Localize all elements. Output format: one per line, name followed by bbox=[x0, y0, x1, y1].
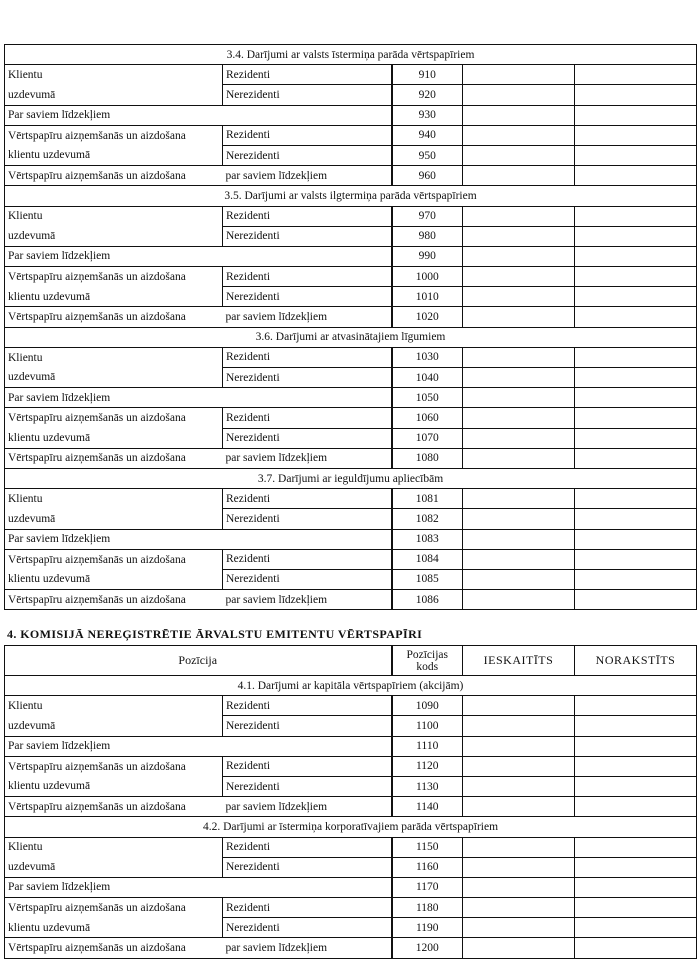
securities-table-section-4 bbox=[4, 645, 697, 959]
row-sublabel: Rezidenti bbox=[223, 489, 392, 509]
credited-value-cell[interactable] bbox=[463, 206, 575, 226]
securities-table-body bbox=[5, 45, 697, 610]
credited-value-cell[interactable] bbox=[463, 428, 575, 448]
row-label: Vērtspapīru aizņemšanās un aizdošana bbox=[5, 125, 223, 145]
row-lending-own-funds bbox=[5, 938, 697, 958]
row-label: Par saviem līdzekļiem bbox=[5, 529, 392, 549]
debited-value-cell[interactable] bbox=[575, 206, 697, 226]
debited-value-cell[interactable] bbox=[575, 267, 697, 287]
section-title: 3.6. Darījumi ar atvasinātajiem līgumiem bbox=[5, 327, 697, 347]
row-label: Klientu bbox=[5, 206, 223, 226]
row-lending-residents bbox=[5, 125, 697, 145]
row-own-funds bbox=[5, 246, 697, 266]
debited-value-cell[interactable] bbox=[575, 368, 697, 388]
row-own-funds bbox=[5, 388, 697, 408]
row-label: klientu uzdevumā bbox=[5, 569, 223, 589]
position-code: 1060 bbox=[392, 408, 463, 428]
credited-value-cell[interactable] bbox=[463, 388, 575, 408]
credited-value-cell[interactable] bbox=[463, 85, 575, 105]
position-code: 940 bbox=[392, 125, 463, 145]
row-label: Vērtspapīru aizņemšanās un aizdošana bbox=[5, 448, 223, 468]
credited-value-cell[interactable] bbox=[463, 105, 575, 125]
position-code: 1130 bbox=[392, 776, 463, 796]
section-title-row bbox=[5, 186, 697, 206]
debited-value-cell[interactable] bbox=[575, 716, 697, 736]
row-sublabel: par saviem līdzekļiem bbox=[223, 938, 392, 958]
row-sublabel: Nerezidenti bbox=[223, 85, 392, 105]
position-code: 1086 bbox=[392, 590, 463, 610]
debited-value-cell[interactable] bbox=[575, 549, 697, 569]
row-sublabel: par saviem līdzekļiem bbox=[223, 166, 392, 186]
row-sublabel: par saviem līdzekļiem bbox=[223, 797, 392, 817]
credited-value-cell[interactable] bbox=[463, 448, 575, 468]
debited-value-cell[interactable] bbox=[575, 938, 697, 958]
row-clients-residents bbox=[5, 489, 697, 509]
position-code: 1200 bbox=[392, 938, 463, 958]
row-clients-nonresidents bbox=[5, 226, 697, 246]
row-lending-own-funds bbox=[5, 590, 697, 610]
row-sublabel: par saviem līdzekļiem bbox=[223, 590, 392, 610]
credited-value-cell[interactable] bbox=[463, 145, 575, 165]
debited-value-cell[interactable] bbox=[575, 125, 697, 145]
row-own-funds bbox=[5, 105, 697, 125]
credited-value-cell[interactable] bbox=[463, 549, 575, 569]
row-label: klientu uzdevumā bbox=[5, 145, 223, 165]
position-code: 970 bbox=[392, 206, 463, 226]
debited-value-cell[interactable] bbox=[575, 166, 697, 186]
row-lending-nonresidents bbox=[5, 287, 697, 307]
row-label: Vērtspapīru aizņemšanās un aizdošana bbox=[5, 267, 223, 287]
row-sublabel: Nerezidenti bbox=[223, 776, 392, 796]
section-title-row bbox=[5, 45, 697, 65]
row-label: uzdevumā bbox=[5, 226, 223, 246]
position-code: 980 bbox=[392, 226, 463, 246]
credited-value-cell[interactable] bbox=[463, 857, 575, 877]
debited-value-cell[interactable] bbox=[575, 428, 697, 448]
row-lending-nonresidents bbox=[5, 145, 697, 165]
position-code: 1081 bbox=[392, 489, 463, 509]
credited-value-cell[interactable] bbox=[463, 166, 575, 186]
row-own-funds bbox=[5, 529, 697, 549]
position-code: 950 bbox=[392, 145, 463, 165]
debited-value-cell[interactable] bbox=[575, 898, 697, 918]
debited-value-cell[interactable] bbox=[575, 756, 697, 776]
credited-value-cell[interactable] bbox=[463, 287, 575, 307]
row-own-funds bbox=[5, 877, 697, 897]
row-label: Klientu bbox=[5, 489, 223, 509]
row-sublabel: Nerezidenti bbox=[223, 226, 392, 246]
debited-value-cell[interactable] bbox=[575, 857, 697, 877]
credited-value-cell[interactable] bbox=[463, 898, 575, 918]
row-sublabel: Nerezidenti bbox=[223, 368, 392, 388]
position-code: 1180 bbox=[392, 898, 463, 918]
section-title-row bbox=[5, 327, 697, 347]
row-label: Par saviem līdzekļiem bbox=[5, 105, 392, 125]
row-sublabel: par saviem līdzekļiem bbox=[223, 448, 392, 468]
credited-value-cell[interactable] bbox=[463, 837, 575, 857]
credited-value-cell[interactable] bbox=[463, 938, 575, 958]
debited-value-cell[interactable] bbox=[575, 590, 697, 610]
row-label: Vērtspapīru aizņemšanās un aizdošana bbox=[5, 797, 223, 817]
header-credited: IESKAITĪTS bbox=[463, 646, 575, 676]
debited-value-cell[interactable] bbox=[575, 388, 697, 408]
row-clients-residents bbox=[5, 347, 697, 367]
header-position: Pozīcija bbox=[5, 646, 392, 676]
position-code: 1080 bbox=[392, 448, 463, 468]
debited-value-cell[interactable] bbox=[575, 776, 697, 796]
debited-value-cell[interactable] bbox=[575, 736, 697, 756]
row-sublabel: Nerezidenti bbox=[223, 287, 392, 307]
row-lending-nonresidents bbox=[5, 776, 697, 796]
position-code: 1020 bbox=[392, 307, 463, 327]
row-sublabel: Nerezidenti bbox=[223, 428, 392, 448]
row-label: klientu uzdevumā bbox=[5, 287, 223, 307]
credited-value-cell[interactable] bbox=[463, 569, 575, 589]
position-code: 1100 bbox=[392, 716, 463, 736]
debited-value-cell[interactable] bbox=[575, 347, 697, 367]
row-label: Vērtspapīru aizņemšanās un aizdošana bbox=[5, 549, 223, 569]
table-header-row bbox=[5, 646, 697, 676]
row-lending-nonresidents bbox=[5, 569, 697, 589]
position-code: 1085 bbox=[392, 569, 463, 589]
position-code: 1050 bbox=[392, 388, 463, 408]
row-sublabel: Nerezidenti bbox=[223, 509, 392, 529]
row-label: Vērtspapīru aizņemšanās un aizdošana bbox=[5, 756, 223, 776]
credited-value-cell[interactable] bbox=[463, 776, 575, 796]
credited-value-cell[interactable] bbox=[463, 509, 575, 529]
debited-value-cell[interactable] bbox=[575, 307, 697, 327]
debited-value-cell[interactable] bbox=[575, 918, 697, 938]
credited-value-cell[interactable] bbox=[463, 125, 575, 145]
credited-value-cell[interactable] bbox=[463, 226, 575, 246]
credited-value-cell[interactable] bbox=[463, 716, 575, 736]
credited-value-cell[interactable] bbox=[463, 529, 575, 549]
position-code: 1090 bbox=[392, 696, 463, 716]
section-title: 3.4. Darījumi ar valsts īstermiņa parāda vērtspapīriem bbox=[5, 45, 697, 65]
debited-value-cell[interactable] bbox=[575, 529, 697, 549]
position-code: 1010 bbox=[392, 287, 463, 307]
debited-value-cell[interactable] bbox=[575, 837, 697, 857]
row-clients-nonresidents bbox=[5, 85, 697, 105]
row-lending-residents bbox=[5, 756, 697, 776]
row-sublabel: Rezidenti bbox=[223, 408, 392, 428]
row-label: klientu uzdevumā bbox=[5, 776, 223, 796]
section-title: 4.1. Darījumi ar kapitāla vērtspapīriem (akcijām) bbox=[5, 676, 697, 696]
row-sublabel: Rezidenti bbox=[223, 125, 392, 145]
debited-value-cell[interactable] bbox=[575, 797, 697, 817]
position-code: 1083 bbox=[392, 529, 463, 549]
credited-value-cell[interactable] bbox=[463, 736, 575, 756]
row-lending-residents bbox=[5, 267, 697, 287]
position-code: 1070 bbox=[392, 428, 463, 448]
row-label: Vērtspapīru aizņemšanās un aizdošana bbox=[5, 408, 223, 428]
row-lending-own-funds bbox=[5, 307, 697, 327]
row-label: uzdevumā bbox=[5, 85, 223, 105]
row-lending-nonresidents bbox=[5, 428, 697, 448]
row-sublabel: Rezidenti bbox=[223, 65, 392, 85]
position-code: 1120 bbox=[392, 756, 463, 776]
row-label: klientu uzdevumā bbox=[5, 918, 223, 938]
debited-value-cell[interactable] bbox=[575, 696, 697, 716]
section-title-row bbox=[5, 468, 697, 488]
row-sublabel: Rezidenti bbox=[223, 696, 392, 716]
row-sublabel: Rezidenti bbox=[223, 837, 392, 857]
position-code: 930 bbox=[392, 105, 463, 125]
credited-value-cell[interactable] bbox=[463, 347, 575, 367]
credited-value-cell[interactable] bbox=[463, 696, 575, 716]
row-own-funds bbox=[5, 736, 697, 756]
credited-value-cell[interactable] bbox=[463, 307, 575, 327]
row-clients-nonresidents bbox=[5, 368, 697, 388]
position-code: 960 bbox=[392, 166, 463, 186]
position-code: 1190 bbox=[392, 918, 463, 938]
row-sublabel: Nerezidenti bbox=[223, 716, 392, 736]
debited-value-cell[interactable] bbox=[575, 105, 697, 125]
row-label: Klientu bbox=[5, 696, 223, 716]
row-sublabel: par saviem līdzekļiem bbox=[223, 307, 392, 327]
credited-value-cell[interactable] bbox=[463, 590, 575, 610]
row-sublabel: Nerezidenti bbox=[223, 145, 392, 165]
credited-value-cell[interactable] bbox=[463, 918, 575, 938]
credited-value-cell[interactable] bbox=[463, 368, 575, 388]
position-code: 910 bbox=[392, 65, 463, 85]
securities-table-body bbox=[5, 676, 697, 959]
position-code: 1140 bbox=[392, 797, 463, 817]
section-title: 3.5. Darījumi ar valsts ilgtermiņa parāda vērtspapīriem bbox=[5, 186, 697, 206]
row-label: Vērtspapīru aizņemšanās un aizdošana bbox=[5, 898, 223, 918]
credited-value-cell[interactable] bbox=[463, 65, 575, 85]
row-label: Par saviem līdzekļiem bbox=[5, 877, 392, 897]
row-sublabel: Rezidenti bbox=[223, 267, 392, 287]
position-code: 1040 bbox=[392, 368, 463, 388]
header-code: Pozīcijas kods bbox=[392, 646, 463, 676]
section-title: 4.2. Darījumi ar īstermiņa korporatīvajiem parāda vērtspapīriem bbox=[5, 817, 697, 837]
debited-value-cell[interactable] bbox=[575, 509, 697, 529]
row-sublabel: Nerezidenti bbox=[223, 918, 392, 938]
header-debited: NORAKSTĪTS bbox=[575, 646, 697, 676]
securities-table-section-3 bbox=[4, 44, 697, 610]
position-code: 990 bbox=[392, 246, 463, 266]
debited-value-cell[interactable] bbox=[575, 448, 697, 468]
position-code: 1030 bbox=[392, 347, 463, 367]
debited-value-cell[interactable] bbox=[575, 569, 697, 589]
position-code: 1170 bbox=[392, 877, 463, 897]
row-label: Vērtspapīru aizņemšanās un aizdošana bbox=[5, 307, 223, 327]
row-label: Par saviem līdzekļiem bbox=[5, 246, 392, 266]
row-label: Vērtspapīru aizņemšanās un aizdošana bbox=[5, 590, 223, 610]
row-label: Vērtspapīru aizņemšanās un aizdošana bbox=[5, 938, 223, 958]
position-code: 1084 bbox=[392, 549, 463, 569]
row-clients-nonresidents bbox=[5, 716, 697, 736]
position-code: 1000 bbox=[392, 267, 463, 287]
debited-value-cell[interactable] bbox=[575, 145, 697, 165]
row-lending-residents bbox=[5, 408, 697, 428]
debited-value-cell[interactable] bbox=[575, 408, 697, 428]
debited-value-cell[interactable] bbox=[575, 85, 697, 105]
row-clients-residents bbox=[5, 206, 697, 226]
debited-value-cell[interactable] bbox=[575, 246, 697, 266]
section-4-title: 4. KOMISIJĀ NEREĢISTRĒTIE ĀRVALSTU EMITENTU VĒRTSPAPĪRI bbox=[7, 627, 423, 641]
position-code: 1110 bbox=[392, 736, 463, 756]
credited-value-cell[interactable] bbox=[463, 756, 575, 776]
row-label: uzdevumā bbox=[5, 716, 223, 736]
row-clients-residents bbox=[5, 65, 697, 85]
row-label: uzdevumā bbox=[5, 857, 223, 877]
debited-value-cell[interactable] bbox=[575, 287, 697, 307]
credited-value-cell[interactable] bbox=[463, 408, 575, 428]
debited-value-cell[interactable] bbox=[575, 877, 697, 897]
row-label: Vērtspapīru aizņemšanās un aizdošana bbox=[5, 166, 223, 186]
row-lending-residents bbox=[5, 549, 697, 569]
credited-value-cell[interactable] bbox=[463, 246, 575, 266]
row-sublabel: Rezidenti bbox=[223, 347, 392, 367]
debited-value-cell[interactable] bbox=[575, 65, 697, 85]
row-clients-nonresidents bbox=[5, 509, 697, 529]
row-lending-own-funds bbox=[5, 166, 697, 186]
position-code: 1082 bbox=[392, 509, 463, 529]
row-label: Par saviem līdzekļiem bbox=[5, 388, 392, 408]
row-sublabel: Rezidenti bbox=[223, 756, 392, 776]
credited-value-cell[interactable] bbox=[463, 267, 575, 287]
credited-value-cell[interactable] bbox=[463, 877, 575, 897]
row-label: Klientu bbox=[5, 837, 223, 857]
row-clients-residents bbox=[5, 837, 697, 857]
credited-value-cell[interactable] bbox=[463, 489, 575, 509]
row-sublabel: Nerezidenti bbox=[223, 569, 392, 589]
row-sublabel: Rezidenti bbox=[223, 898, 392, 918]
row-label: Klientu bbox=[5, 65, 223, 85]
credited-value-cell[interactable] bbox=[463, 797, 575, 817]
position-code: 1150 bbox=[392, 837, 463, 857]
position-code: 1160 bbox=[392, 857, 463, 877]
row-label: Par saviem līdzekļiem bbox=[5, 736, 392, 756]
row-label: Klientu bbox=[5, 347, 223, 367]
row-clients-residents bbox=[5, 696, 697, 716]
section-title: 3.7. Darījumi ar ieguldījumu apliecībām bbox=[5, 468, 697, 488]
row-lending-own-funds bbox=[5, 797, 697, 817]
row-lending-residents bbox=[5, 898, 697, 918]
section-title-row bbox=[5, 676, 697, 696]
row-sublabel: Rezidenti bbox=[223, 549, 392, 569]
row-label: uzdevumā bbox=[5, 509, 223, 529]
row-lending-nonresidents bbox=[5, 918, 697, 938]
section-title-row bbox=[5, 817, 697, 837]
row-sublabel: Nerezidenti bbox=[223, 857, 392, 877]
row-clients-nonresidents bbox=[5, 857, 697, 877]
debited-value-cell[interactable] bbox=[575, 226, 697, 246]
row-label: klientu uzdevumā bbox=[5, 428, 223, 448]
row-sublabel: Rezidenti bbox=[223, 206, 392, 226]
position-code: 920 bbox=[392, 85, 463, 105]
row-lending-own-funds bbox=[5, 448, 697, 468]
row-label: uzdevumā bbox=[5, 368, 223, 388]
debited-value-cell[interactable] bbox=[575, 489, 697, 509]
